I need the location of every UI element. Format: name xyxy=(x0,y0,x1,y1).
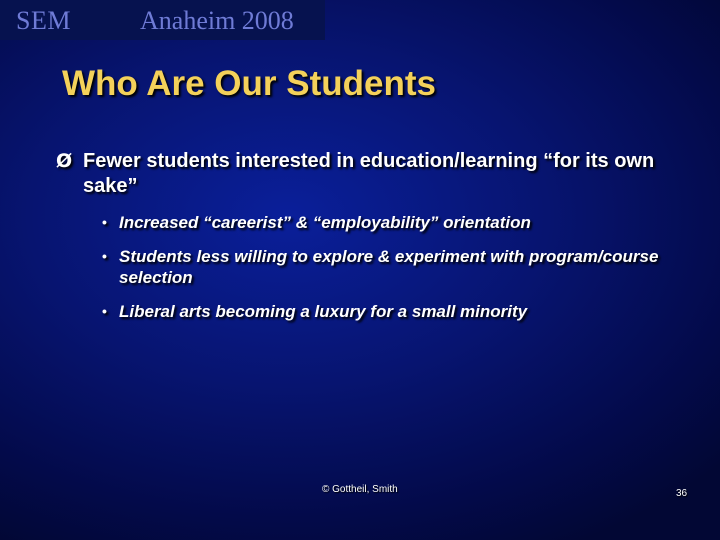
sub-bullet-text: Students less willing to explore & experiment with program/course selection xyxy=(119,247,659,287)
sub-bullet-text: Liberal arts becoming a luxury for a small minority xyxy=(119,302,528,321)
footer-copyright: © Gottheil, Smith xyxy=(322,484,398,495)
main-bullet xyxy=(56,149,676,199)
header-location-label: Anaheim 2008 xyxy=(140,6,294,35)
header-conference-label: SEM xyxy=(16,6,71,35)
sub-bullet-item xyxy=(102,301,662,322)
main-bullet-text: Fewer students interested in education/learning “for its own sake” xyxy=(83,150,655,197)
page-number: 36 xyxy=(676,488,688,499)
sub-bullet-list xyxy=(102,212,662,335)
bullet-dot-icon: • xyxy=(102,248,107,264)
header-bar xyxy=(0,0,325,40)
slide-title: Who Are Our Students xyxy=(62,64,436,103)
sub-bullet-item xyxy=(102,246,662,288)
sub-bullet-item xyxy=(102,212,662,233)
arrow-bullet-icon: Ø xyxy=(56,150,73,172)
bullet-dot-icon: • xyxy=(102,214,107,230)
sub-bullet-text: Increased “careerist” & “employability” orientation xyxy=(119,213,531,232)
bullet-dot-icon: • xyxy=(102,303,107,319)
